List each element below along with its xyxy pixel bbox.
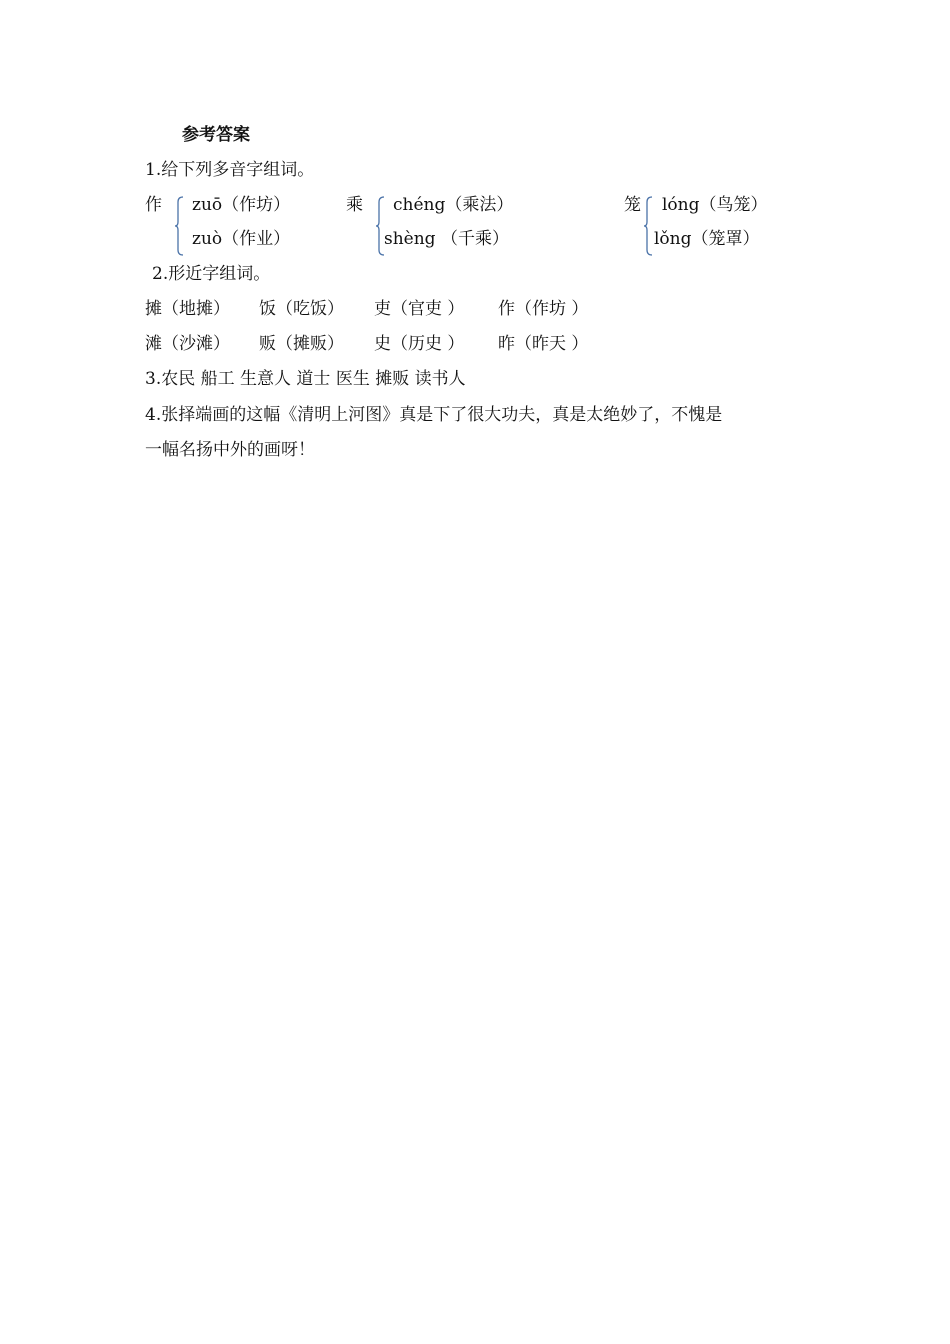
reading-cheng: chéng（乘法） — [393, 195, 514, 215]
word-pair: 贩（摊贩） — [259, 334, 344, 354]
brace-icon — [174, 196, 186, 256]
reading-long2: lóng（鸟笼） — [662, 195, 768, 215]
reading-zuo4: zuò（作业） — [192, 229, 291, 249]
reading-zuo1: zuō（作坊） — [192, 195, 291, 215]
polyphone-char-long: 笼 — [624, 195, 641, 215]
q1-heading: 1.给下列多音字组词。 — [145, 160, 315, 180]
q4-answer-line1: 4.张择端画的这幅《清明上河图》真是下了很大功夫，真是太绝妙了，不愧是 — [145, 405, 723, 425]
reading-long3: lǒng（笼罩） — [654, 229, 760, 249]
reading-sheng: shèng （千乘） — [384, 229, 509, 249]
page-title: 参考答案 — [182, 125, 250, 145]
polyphone-char-zuo: 作 — [145, 195, 162, 215]
polyphone-char-cheng: 乘 — [346, 195, 363, 215]
word-pair: 昨（昨天 ） — [498, 334, 589, 354]
word-pair: 饭（吃饭） — [259, 299, 344, 319]
q2-heading: 2.形近字组词。 — [152, 264, 271, 284]
word-pair: 滩（沙滩） — [145, 334, 230, 354]
word-pair: 作（作坊 ） — [498, 299, 589, 319]
word-pair: 史（历史 ） — [374, 334, 465, 354]
q4-answer-line2: 一幅名扬中外的画呀！ — [145, 440, 315, 460]
word-pair: 吏（官吏 ） — [374, 299, 465, 319]
word-pair: 摊（地摊） — [145, 299, 230, 319]
q3-answer: 3.农民 船工 生意人 道士 医生 摊贩 读书人 — [145, 369, 466, 389]
